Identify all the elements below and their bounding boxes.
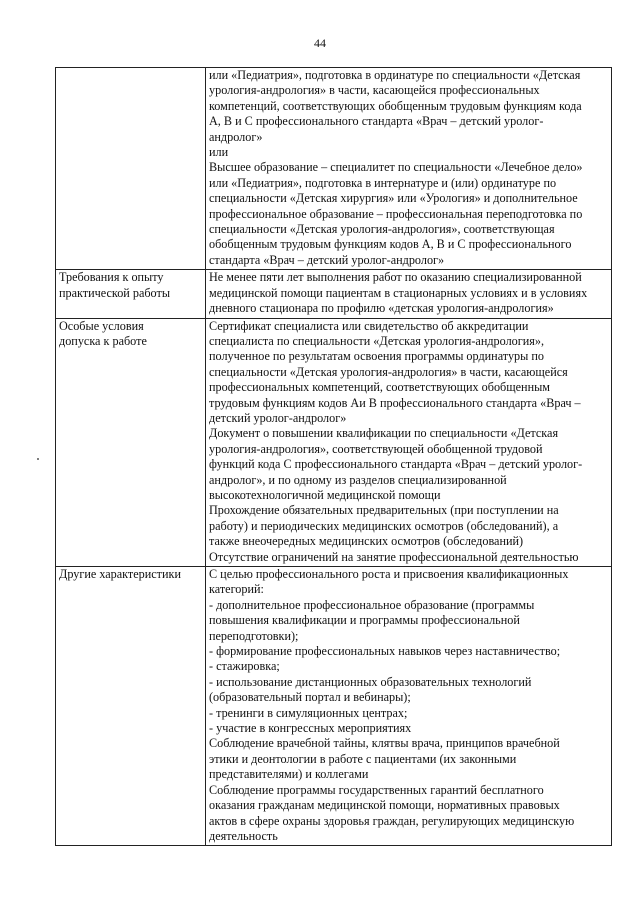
- row-label-cell: [56, 68, 206, 270]
- row-label-line: практической работы: [59, 285, 171, 300]
- row-content-line: урология-андрология» в части, касающейся профессиональных: [209, 83, 540, 98]
- row-content-line: деятельность: [209, 828, 278, 843]
- row-content-cell: [206, 567, 612, 846]
- row-label-cell: [56, 318, 206, 567]
- row-content-line: актов в сфере охраны здоровья граждан, регулирующих медицинскую: [209, 813, 575, 828]
- row-content-line: этики и деонтологии в работе с пациентами (их законными: [209, 751, 517, 766]
- row-content-line: андролог», и по одному из разделов специализированной: [209, 472, 507, 487]
- row-content-line: специальности «Детская хирургия» или «Урология» и дополнительное: [209, 191, 578, 206]
- row-content-line: обобщенным трудовым функциям кодов А, В и С профессионального: [209, 237, 572, 252]
- row-content-line: - участие в конгрессных мероприятиях: [209, 721, 412, 736]
- row-content-line: Документ о повышении квалификации по специальности «Детская: [209, 426, 559, 441]
- row-content-cell: [206, 68, 612, 270]
- row-content-line: трудовым функциям кодов Аи В профессионального стандарта «Врач –: [209, 395, 581, 410]
- row-content-line: или «Педиатрия», подготовка в ординатуре по специальности «Детская: [209, 68, 581, 82]
- row-content-line: переподготовки);: [209, 628, 299, 643]
- row-content-line: или: [209, 145, 229, 160]
- row-content-line: стандарта «Врач – детский уролог-андролог»: [209, 252, 445, 267]
- row-content-line: Соблюдение программы государственных гарантий бесплатного: [209, 782, 544, 797]
- row-content-line: Сертификат специалиста или свидетельство об аккредитации: [209, 318, 529, 333]
- scan-speck: [37, 458, 39, 460]
- row-label-line: Требования к опыту: [59, 270, 164, 285]
- table-row: [56, 270, 612, 318]
- row-content-line: - формирование профессиональных навыков через наставничество;: [209, 644, 561, 659]
- row-content-line: медицинской помощи пациентам в стационарных условиях и в условиях: [209, 285, 588, 300]
- row-label-line: допуска к работе: [59, 333, 147, 348]
- row-content-line: А, В и С профессионального стандарта «Врач – детский уролог-: [209, 114, 544, 129]
- row-content-line: андролог»: [209, 129, 263, 144]
- row-content-line: С целью профессионального роста и присвоения квалификационных: [209, 567, 569, 581]
- row-content-line: Высшее образование – специалитет по специальности «Лечебное дело»: [209, 160, 583, 175]
- row-content-line: - дополнительное профессиональное образование (программы: [209, 597, 535, 612]
- row-label-cell: [56, 270, 206, 318]
- row-content-line: Отсутствие ограничений на занятие профессиональной деятельностью: [209, 549, 579, 564]
- row-content-line: Не менее пяти лет выполнения работ по оказанию специализированной: [209, 270, 582, 285]
- row-content-line: оказания гражданам медицинской помощи, нормативных правовых: [209, 798, 560, 813]
- row-content-line: категорий:: [209, 582, 264, 597]
- row-content-line: - стажировка;: [209, 659, 280, 674]
- row-content-line: специальности «Детская урология-андрология» в части, касающейся: [209, 364, 568, 379]
- table-row: [56, 68, 612, 270]
- row-content-line: дневного стационара по профилю «детская урология-андрология»: [209, 301, 554, 316]
- row-label-line: Особые условия: [59, 318, 144, 333]
- row-content-cell: [206, 318, 612, 567]
- row-content-line: (образовательный портал и вебинары);: [209, 690, 411, 705]
- row-content-line: повышения квалификации и программы профессиональной: [209, 613, 520, 628]
- table-row: [56, 567, 612, 846]
- page-number: 44: [314, 36, 326, 50]
- row-content-line: - тренинги в симуляционных центрах;: [209, 705, 408, 720]
- row-content-cell: [206, 270, 612, 318]
- row-content-line: специалиста по специальности «Детская урология-андрология»,: [209, 333, 545, 348]
- row-content-line: полученное по результатам освоения программы ординатуры по: [209, 349, 545, 364]
- table-row: [56, 318, 612, 567]
- row-content-line: урология-андрология», соответствующей обобщенной трудовой: [209, 441, 543, 456]
- row-label-cell: [56, 567, 206, 846]
- row-content-line: компетенций, соответствующих обобщенным трудовым функциям кода: [209, 98, 582, 113]
- row-content-line: работу) и периодических медицинских осмотров (обследований), а: [209, 518, 559, 533]
- row-content-line: профессиональное образование – профессиональная переподготовка по: [209, 206, 583, 221]
- row-label-line: Другие характеристики: [59, 567, 181, 581]
- row-content-line: высокотехнологичной медицинской помощи: [209, 487, 441, 502]
- row-content-line: или «Педиатрия», подготовка в интернатуре и (или) ординатуре по: [209, 175, 557, 190]
- requirements-table: [55, 67, 612, 846]
- row-content-line: детский уролог-андролог»: [209, 410, 347, 425]
- row-content-line: - использование дистанционных образовательных технологий: [209, 674, 532, 689]
- row-content-line: функций кода С профессионального стандарта «Врач – детский уролог-: [209, 457, 583, 472]
- row-content-line: Соблюдение врачебной тайны, клятвы врача, принципов врачебной: [209, 736, 560, 751]
- row-content-line: специальности «Детская урология-андрология», соответствующая: [209, 222, 555, 237]
- row-content-line: представителями) и коллегами: [209, 767, 369, 782]
- row-content-line: Прохождение обязательных предварительных (при поступлении на: [209, 503, 559, 518]
- row-content-line: профессиональных компетенций, соответствующих обобщенным: [209, 380, 550, 395]
- row-content-line: также внеочередных медицинских осмотров (обследований): [209, 534, 524, 549]
